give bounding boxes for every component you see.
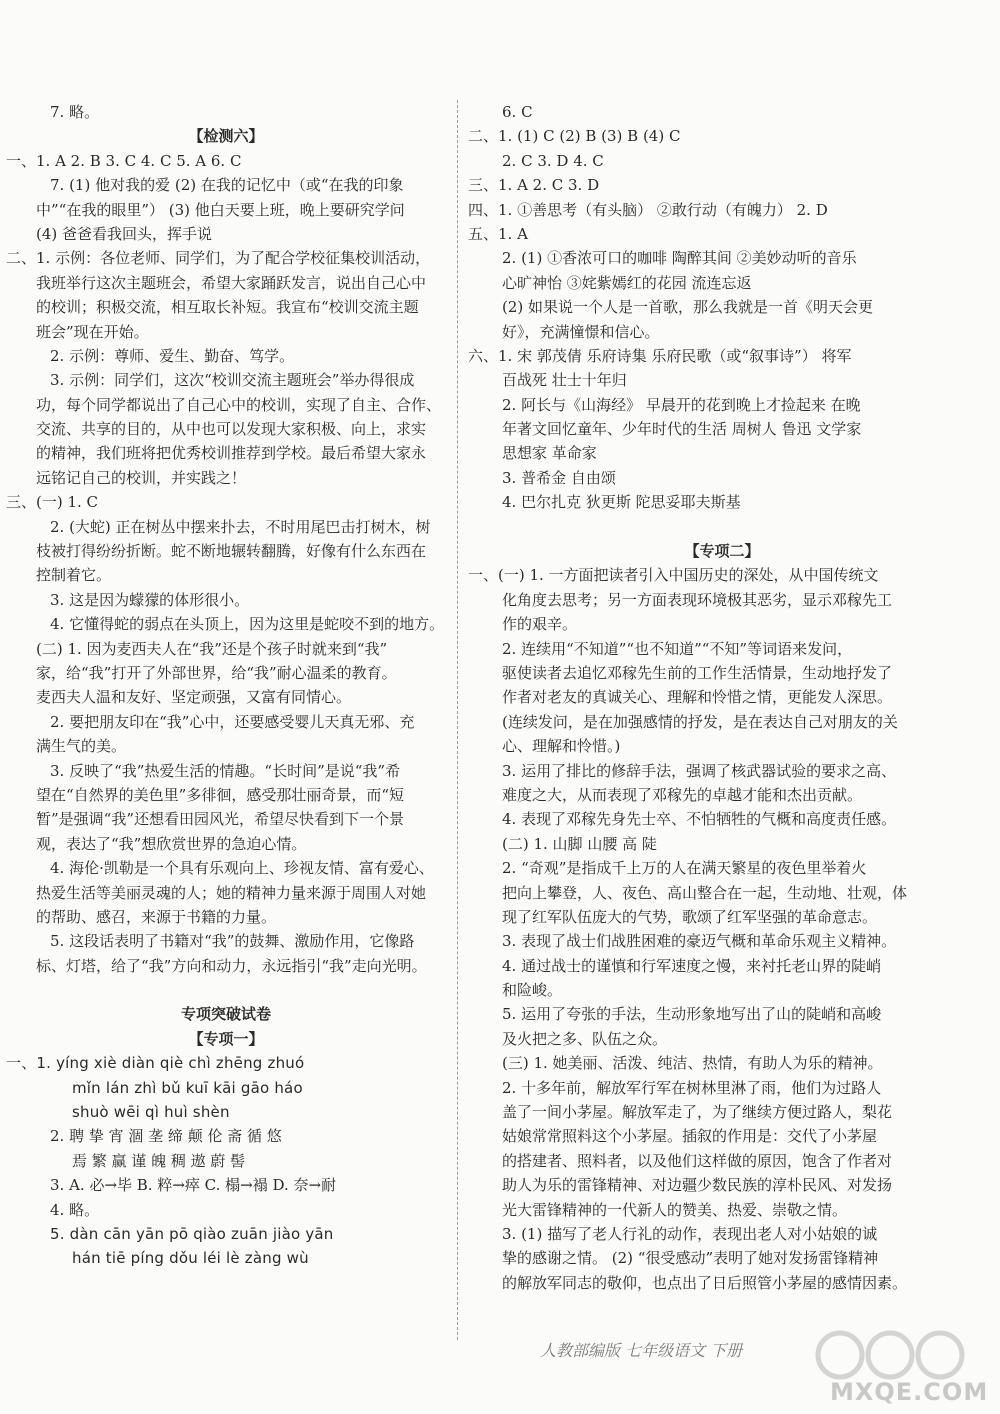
answer-line: 及火把之多、队伍之众。 bbox=[502, 1029, 668, 1048]
answer-line: 功，每个同学都说出了自己心中的校训，实现了自主、合作、 bbox=[36, 395, 442, 414]
answer-line: 心旷神怡 ③姹紫嫣红的花园 流连忘返 bbox=[502, 273, 752, 292]
answer-line: 和险峻。 bbox=[502, 981, 563, 1000]
right-column bbox=[462, 100, 982, 1295]
answer-line: (二) 1. 山脚 山腰 高 陡 bbox=[502, 834, 657, 853]
answer-line: 六、1. 宋 郭茂倩 乐府诗集 乐府民歌（或“叙事诗”） 将军 bbox=[468, 346, 852, 365]
answer-line: 2. 阿长与《山海经》 早晨开的花到晚上才捡起来 在晚 bbox=[502, 395, 861, 414]
answer-line: 二、1. 示例：各位老师、同学们，为了配合学校征集校训活动， bbox=[6, 249, 431, 268]
answer-line: 三、1. A 2. C 3. D bbox=[468, 176, 600, 195]
answer-line: mǐn lán zhì bǔ kuī kāi gāo háo bbox=[72, 1078, 303, 1097]
answer-line: 3. 运用了排比的修辞手法，强调了核武器试验的要求之高、 bbox=[502, 761, 897, 780]
answer-line: 的校训；积极交流，相互取长补短。我宣布“校训交流主题 bbox=[36, 298, 419, 317]
answer-line: 化角度去思考；另一方面表现环境极其恶劣，显示邓稼先工 bbox=[502, 590, 893, 609]
answer-line: (三) 1. 她美丽、活泼、纯洁、热情，有助人为乐的精神。 bbox=[502, 1054, 883, 1073]
answer-line: 把向上攀登，人、夜色、高山整合在一起，生动地、壮观，体 bbox=[502, 883, 908, 902]
answer-line: 3. 示例：同学们，这次“校训交流主题班会”举办得很成 bbox=[50, 371, 415, 390]
answer-line bbox=[0, 978, 452, 1002]
answer-line: shuò wēi qì huì shèn bbox=[72, 1103, 230, 1122]
answer-line: 6. C bbox=[502, 103, 533, 121]
answer-line: 四、1. ①善思考（有头脑） ②敢行动（有魄力） 2. D bbox=[468, 200, 828, 219]
answer-line: 3. 这是因为蠓獴的体形很小。 bbox=[50, 590, 250, 609]
answer-line: 满生气的美。 bbox=[36, 737, 127, 756]
answer-line: 4. 通过战士的谨慎和行军速度之慢，来衬托老山界的陡峭 bbox=[502, 956, 882, 975]
answer-line: 2. 要把朋友印在“我”心中，还要感受婴儿天真无邪、充 bbox=[50, 712, 415, 731]
answer-line: 5. 这段话表明了书籍对“我”的鼓舞、激励作用，它像路 bbox=[50, 932, 415, 951]
answer-line: 4. 巴尔扎克 狄更斯 陀思妥耶夫斯基 bbox=[502, 493, 741, 512]
answer-line: 暂”是强调“我”还想看田园风光，希望尽快看到下一个景 bbox=[36, 810, 405, 829]
answer-line: 2. “奇观”是指成千上万的人在满天繁星的夜色里举着火 bbox=[502, 859, 867, 878]
answer-line: 交流、共享的目的，从中也可以发现大家积极、向上，求实 bbox=[36, 420, 427, 439]
answer-line: 助人为乐的雷锋精神、对边疆少数民族的淳朴民风、对发扬 bbox=[502, 1176, 893, 1195]
left-column bbox=[0, 100, 452, 1271]
section-heading: 专项突破试卷 bbox=[180, 1005, 271, 1024]
section-heading: 【专项二】 bbox=[684, 542, 760, 561]
answer-line: 的搭建者、照料者，以及他们这样做的原因，饱含了作者对 bbox=[502, 1151, 893, 1170]
answer-line: 中”“在我的眼里”） (3) 他白天要上班，晚上要研究学问 bbox=[36, 200, 405, 219]
answer-line: (4) 爸爸看我回头，挥手说 bbox=[36, 224, 213, 243]
answer-line: 5. dàn cān yān pō qiào zuān jiào yān bbox=[50, 1224, 334, 1243]
answer-line: 二、1. (1) C (2) B (3) B (4) C bbox=[468, 127, 681, 146]
answer-line: hán tiē píng dǒu léi lè zàng wù bbox=[72, 1249, 309, 1268]
answer-line: 挚的感谢之情。 (2) “很受感动”表明了她对发扬雷锋精神 bbox=[502, 1249, 879, 1268]
answer-line: 7. (1) 他对我的爱 (2) 在我的记忆中（或“在我的印象 bbox=[50, 176, 404, 195]
answer-line: 2. C 3. D 4. C bbox=[502, 151, 604, 170]
section-heading: 【专项一】 bbox=[188, 1029, 264, 1048]
answer-line: 现了红军队伍庞大的气势，歌颂了红军坚强的革命意志。 bbox=[502, 907, 878, 926]
answer-line bbox=[462, 515, 982, 539]
answer-line: 2. 示例：尊师、爱生、勤奋、笃学。 bbox=[50, 346, 295, 365]
answer-line: 百战死 壮士十年归 bbox=[502, 371, 627, 390]
answer-line: 难度之大，从而表现了邓稼先的卓越才能和杰出贡献。 bbox=[502, 785, 863, 804]
watermark-text: MXQE.COM bbox=[830, 1378, 989, 1406]
answer-line: 作的艰辛。 bbox=[502, 615, 578, 634]
answer-line: 作者对老友的真诚关心、理解和怜惜之情，更能发人深思。 bbox=[502, 688, 893, 707]
answer-line: 三、(一) 1. C bbox=[6, 493, 99, 512]
answer-line: 4. 表现了邓稼先身先士卒、不怕牺牲的气概和高度责任感。 bbox=[502, 810, 897, 829]
answer-line: 3. 表现了战士们战胜困难的豪迈气概和革命乐观主义精神。 bbox=[502, 932, 897, 951]
section-heading: 【检测六】 bbox=[188, 127, 264, 146]
answer-line: 家，给“我”打开了外部世界，给“我”耐心温柔的教育。 bbox=[36, 663, 397, 682]
answer-line: 一、1. yíng xiè diàn qiè chì zhēng zhuó bbox=[6, 1054, 305, 1073]
column-divider bbox=[457, 100, 458, 1340]
answer-line: (连续发问，是在加强感情的抒发，是在表达自己对朋友的关 bbox=[502, 712, 898, 731]
answer-line: 4. 它懂得蛇的弱点在头顶上，因为这里是蛇咬不到的地方。 bbox=[50, 615, 445, 634]
answer-line: 标、灯塔，给了“我”方向和动力，永远指引“我”走向光明。 bbox=[36, 956, 427, 975]
answer-line: 3. 普希金 自由颂 bbox=[502, 468, 616, 487]
answer-line: 班会”现在开始。 bbox=[36, 322, 149, 341]
answer-line: 枝被打得纷纷折断。蛇不断地辗转翻腾，好像有什么东西在 bbox=[36, 542, 427, 561]
answer-line: (2) 如果说一个人是一首歌，那么我就是一首《明天会更 bbox=[502, 298, 874, 317]
answer-line: 观，表达了“我”想欣赏世界的急迫心情。 bbox=[36, 834, 307, 853]
answer-line: 7. 略。 bbox=[50, 103, 100, 121]
answer-line: 热爱生活等美丽灵魂的人；她的精神力量来源于周围人对她 bbox=[36, 883, 427, 902]
answer-line: 光大雷锋精神的一代新人的赞美、热爱、崇敬之情。 bbox=[502, 1200, 848, 1219]
answer-line: 的帮助、感召，来源于书籍的力量。 bbox=[36, 907, 277, 926]
answer-line: 的精神，我们班将把优秀校训推荐到学校。最后希望大家永 bbox=[36, 444, 427, 463]
answer-line: 4. 海伦·凯勒是一个具有乐观向上、珍视友情、富有爱心、 bbox=[50, 859, 434, 878]
answer-line: 2. 连续用“不知道”“也不知道”“不知”等词语来发问， bbox=[502, 639, 853, 658]
answer-line: 盖了一间小茅屋。解放军走了，为了继续方便过路人，梨花 bbox=[502, 1103, 893, 1122]
answer-line: 4. 略。 bbox=[50, 1200, 100, 1219]
answer-line: 五、1. A bbox=[468, 224, 528, 243]
answer-line: 2. 聘 挚 宵 涸 垄 缔 颠 伦 斋 循 悠 bbox=[50, 1127, 282, 1146]
answer-line: 3. (1) 描写了老人行礼的动作，表现出老人对小姑娘的诚 bbox=[502, 1224, 878, 1243]
answer-line: 年著文回忆童年、少年时代的生活 周树人 鲁迅 文学家 bbox=[502, 420, 862, 439]
answer-line: 好》，充满憧憬和信心。 bbox=[502, 322, 660, 341]
answer-line: 2. 十多年前，解放军行军在树林里淋了雨，他们为过路人 bbox=[502, 1078, 882, 1097]
answer-line: 驱使读者去追忆邓稼先生前的工作生活情景，生动地抒发了 bbox=[502, 663, 893, 682]
book-footer: 人教部编版 七年级语文 下册 bbox=[540, 1341, 743, 1360]
answer-line: 思想家 革命家 bbox=[502, 444, 597, 463]
answer-line: 心、理解和怜惜。) bbox=[502, 737, 621, 756]
answer-line: 焉 繁 赢 谨 魄 稠 遨 蔚 髻 bbox=[72, 1151, 246, 1170]
answer-line: 麦西夫人温和友好、坚定顽强，又富有同情心。 bbox=[36, 688, 352, 707]
answer-line: 2. (大蛇) 正在树丛中摆来扑去，不时用尾巴击打树木，树 bbox=[50, 517, 431, 536]
answer-line: 控制着它。 bbox=[36, 566, 112, 585]
answer-line: 一、(一) 1. 一方面把读者引入中国历史的深处，从中国传统文 bbox=[468, 566, 879, 585]
answer-line: 姑娘常常照料这个小茅屋。插叙的作用是：交代了小茅屋 bbox=[502, 1127, 878, 1146]
answer-line: 的解放军同志的敬仰，也点出了日后照管小茅屋的感情因素。 bbox=[502, 1273, 908, 1292]
answer-line: 一、1. A 2. B 3. C 4. C 5. A 6. C bbox=[6, 151, 242, 170]
answer-line: 5. 运用了夸张的手法，生动形象地写出了山的陡峭和高峻 bbox=[502, 1005, 882, 1024]
answer-line: 3. A. 必→毕 B. 粹→瘁 C. 榻→褟 D. 奈→耐 bbox=[50, 1176, 337, 1195]
answer-line: 3. 反映了“我”热爱生活的情趣。“长时间”是说“我”希 bbox=[50, 761, 401, 780]
answer-line: (二) 1. 因为麦西夫人在“我”还是个孩子时就来到“我” bbox=[36, 639, 388, 658]
answer-line: 远铭记自己的校训，并实践之！ bbox=[36, 468, 247, 487]
answer-line: 望在“自然界的美色里”多徘徊，感受那壮丽奇景，而“短 bbox=[36, 785, 405, 804]
answer-line: 我班举行这次主题班会，希望大家踊跃发言，说出自己心中 bbox=[36, 273, 427, 292]
answer-line: 2. (1) ①香浓可口的咖啡 陶醉其间 ②美妙动听的音乐 bbox=[502, 249, 857, 268]
